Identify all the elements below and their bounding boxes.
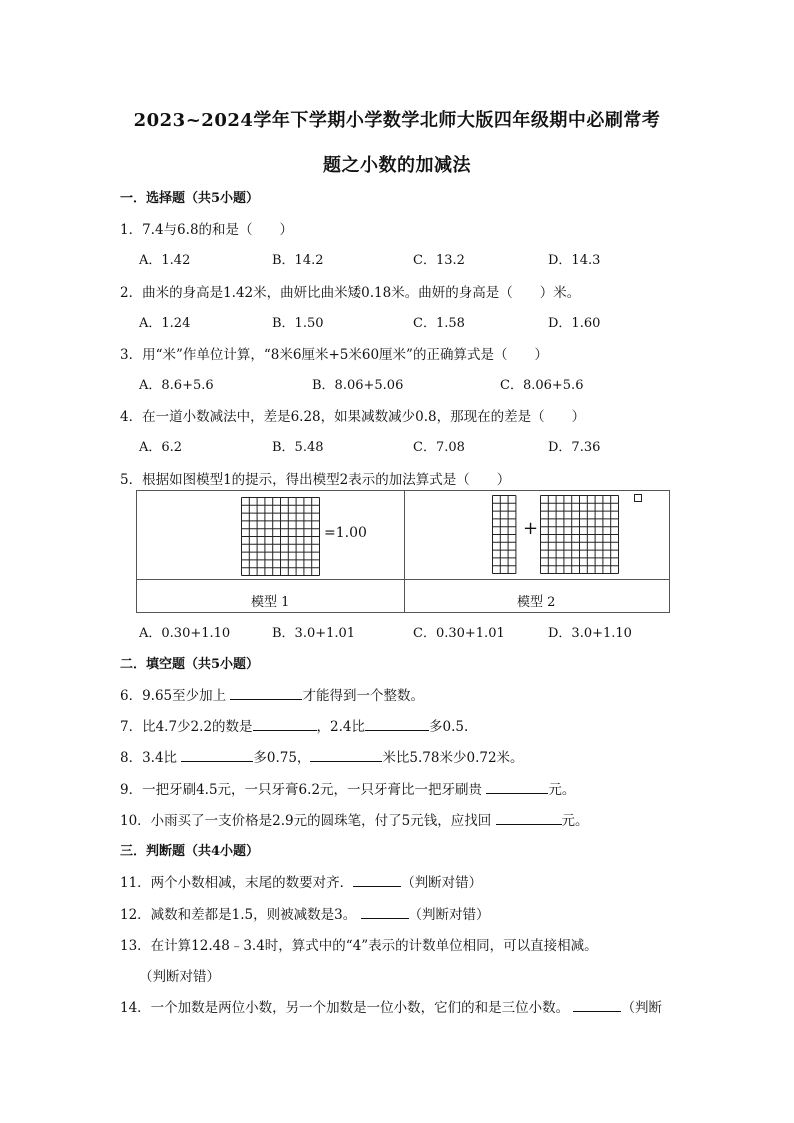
- model-figure-table: [136, 490, 670, 613]
- question-12: [120, 903, 490, 923]
- q3-option-a[interactable]: A．8.6+5.6: [139, 378, 214, 393]
- model1-grid: [241, 497, 321, 577]
- model1-equals-label: =1.00: [324, 525, 367, 541]
- q14-answer-blank[interactable]: [573, 997, 621, 1012]
- q12-text-post: （判断对错）: [408, 907, 490, 923]
- model2-whole-grid: [540, 495, 620, 575]
- q7-text-pre: 7．比4.7少2.2的数是: [120, 719, 253, 735]
- q11-answer-blank[interactable]: [353, 872, 401, 887]
- question-9: [120, 778, 575, 798]
- q1-option-d[interactable]: D．14.3: [548, 253, 601, 268]
- q8-text-mid: 多0.75，: [253, 750, 311, 766]
- section-heading-judge: 三．判断题（共4小题）: [120, 844, 260, 859]
- q10-text-pre: 10．小雨买了一支价格是2.9元的圆珠笔，付了5元钱，应找回: [120, 813, 496, 829]
- q8-answer-blank-2[interactable]: [310, 747, 382, 762]
- table-divider-horizontal: [137, 579, 669, 580]
- page-title-line2: 题之小数的加减法: [323, 155, 471, 176]
- q7-answer-blank-2[interactable]: [365, 716, 429, 731]
- q4-option-d[interactable]: D．7.36: [548, 440, 601, 455]
- q1-option-c[interactable]: C．13.2: [413, 253, 465, 268]
- model2-tenths-strip: [492, 495, 516, 575]
- model2-hundredth-square: [634, 494, 643, 503]
- q2-option-c[interactable]: C．1.58: [413, 316, 465, 331]
- question-11: [120, 871, 482, 891]
- question-3: 3．用“米”作单位计算，“8米6厘米+5米60厘米”的正确算式是（ ）: [120, 347, 548, 363]
- question-7: [120, 715, 468, 735]
- q4-option-b[interactable]: B．5.48: [272, 440, 324, 455]
- question-10: [120, 809, 589, 829]
- q2-option-a[interactable]: A．1.24: [139, 316, 191, 331]
- question-6: [120, 684, 424, 704]
- question-5: 5．根据如图模型1的提示，得出模型2表示的加法算式是（ ）: [120, 472, 511, 488]
- q11-text-pre: 11．两个小数相减，末尾的数要对齐．: [120, 875, 354, 891]
- model2-label: 模型 2: [517, 595, 556, 610]
- q4-option-a[interactable]: A．6.2: [139, 440, 183, 455]
- q8-text-pre: 8．3.4比: [120, 750, 182, 766]
- q3-option-c[interactable]: C．8.06+5.6: [500, 378, 584, 393]
- q6-text-pre: 6．9.65至少加上: [120, 688, 231, 704]
- q6-answer-blank[interactable]: [230, 685, 302, 700]
- question-2: 2．曲米的身高是1.42米，曲妍比曲米矮0.18米。曲妍的身高是（ ）米。: [120, 285, 581, 301]
- q3-option-b[interactable]: B．8.06+5.06: [312, 378, 404, 393]
- section-heading-fill: 二．填空题（共5小题）: [120, 657, 260, 672]
- q8-text-post: 米比5.78米少0.72米。: [382, 750, 524, 766]
- plus-sign: +: [523, 518, 539, 539]
- q1-option-a[interactable]: A．1.42: [139, 253, 191, 268]
- q6-text-post: 才能得到一个整数。: [302, 688, 424, 704]
- q10-text-post: 元。: [561, 813, 589, 829]
- q14-text-post: （判断: [621, 1000, 662, 1016]
- q2-option-d[interactable]: D．1.60: [548, 316, 601, 331]
- q2-option-b[interactable]: B．1.50: [272, 316, 324, 331]
- table-divider-vertical: [404, 491, 405, 612]
- model1-label: 模型 1: [251, 595, 290, 610]
- q8-answer-blank-1[interactable]: [181, 747, 253, 762]
- q5-option-a[interactable]: A．0.30+1.10: [139, 626, 231, 641]
- question-8: [120, 746, 524, 766]
- q7-text-mid: ，2.4比: [316, 719, 366, 735]
- q10-answer-blank[interactable]: [496, 810, 562, 825]
- q9-text-post: 元。: [548, 782, 576, 798]
- question-14: [120, 996, 662, 1016]
- question-1: 1．7.4与6.8的和是（ ）: [120, 222, 294, 238]
- q4-option-c[interactable]: C．7.08: [413, 440, 465, 455]
- q5-option-c[interactable]: C．0.30+1.01: [413, 626, 505, 641]
- question-13: 13．在计算12.48﹣3.4时，算式中的“4”表示的计数单位相同，可以直接相减。: [120, 938, 598, 954]
- section-heading-choice: 一．选择题（共5小题）: [120, 191, 260, 206]
- question-13-suffix: （判断对错）: [139, 969, 220, 985]
- q9-text-pre: 9．一把牙刷4.5元，一只牙膏6.2元，一只牙膏比一把牙刷贵: [120, 782, 487, 798]
- q5-option-b[interactable]: B．3.0+1.01: [272, 626, 356, 641]
- q7-answer-blank-1[interactable]: [253, 716, 317, 731]
- q1-option-b[interactable]: B．14.2: [272, 253, 324, 268]
- q12-text-pre: 12．减数和差都是1.5，则被减数是3。: [120, 907, 361, 923]
- q12-answer-blank[interactable]: [361, 904, 409, 919]
- q14-text-pre: 14．一个加数是两位小数，另一个加数是一位小数，它们的和是三位小数。: [120, 1000, 574, 1016]
- q7-text-post: 多0.5.: [429, 719, 469, 735]
- q9-answer-blank[interactable]: [486, 779, 548, 794]
- question-4: 4．在一道小数减法中，差是6.28，如果减数减少0.8，那现在的差是（ ）: [120, 409, 586, 425]
- q11-text-post: （判断对错）: [401, 875, 483, 891]
- page-title-line1: 2023~2024学年下学期小学数学北师大版四年级期中必刷常考: [133, 110, 661, 131]
- q5-option-d[interactable]: D．3.0+1.10: [548, 626, 632, 641]
